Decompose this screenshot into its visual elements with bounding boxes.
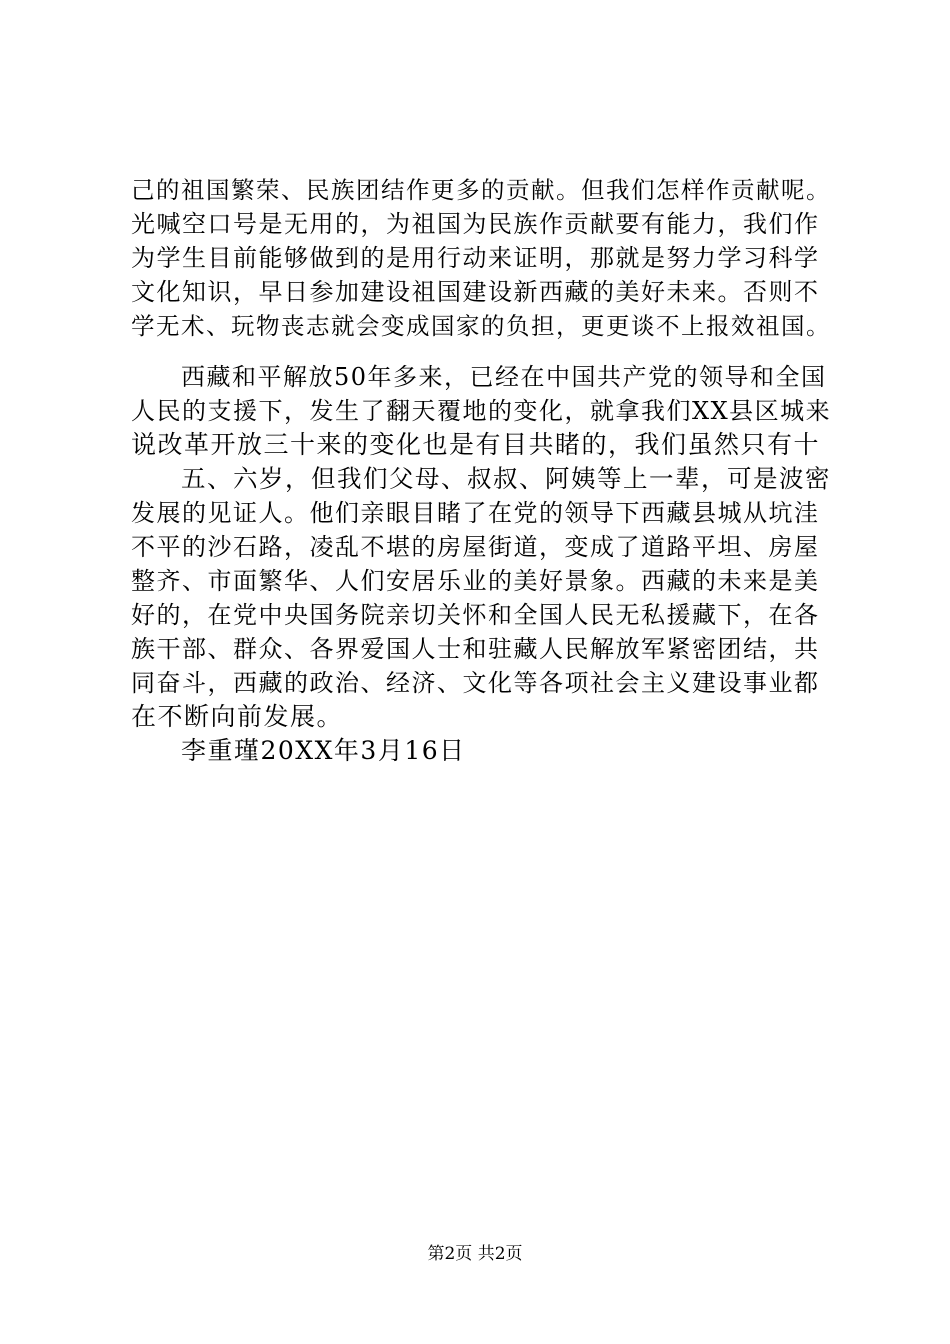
paragraph-1-line: 光喊空口号是无用的，为祖国为民族作贡献要有能力，我们作 <box>131 210 820 238</box>
signature-date: 李重瑾20XX年3月16日 <box>181 736 466 765</box>
paragraph-2-line: 说改革开放三十来的变化也是有目共睹的，我们虽然只有十 <box>131 430 821 459</box>
paragraph-3-line: 族干部、群众、各界爱国人士和驻藏人民解放军紧密团结，共 <box>131 635 820 663</box>
paragraph-3-line: 在不断向前发展。 <box>131 702 344 731</box>
paragraph-3-line: 整齐、市面繁华、人们安居乐业的美好景象。西藏的未来是美 <box>131 567 820 595</box>
paragraph-3-line: 同奋斗，西藏的政治、经济、文化等各项社会主义建设事业都 <box>131 669 820 697</box>
paragraph-2-line: 人民的支援下，发生了翻天覆地的变化，就拿我们XX县区城来 <box>131 397 832 425</box>
paragraph-3-line: 五、六岁，但我们父母、叔叔、阿姨等上一辈，可是波密 <box>181 464 831 493</box>
paragraph-1-line: 学无术、玩物丧志就会变成国家的负担，更更谈不上报效祖国。 <box>131 312 831 340</box>
paragraph-3-line: 发展的见证人。他们亲眼目睹了在党的领导下西藏县城从坑洼 <box>131 499 820 527</box>
page-number-footer: 第2页 共2页 <box>427 1244 523 1264</box>
paragraph-3-line: 不平的沙石路，凌乱不堪的房屋街道，变成了道路平坦、房屋 <box>131 533 820 561</box>
paragraph-1-line: 己的祖国繁荣、民族团结作更多的贡献。但我们怎样作贡献呢。 <box>131 176 831 204</box>
paragraph-2-line: 西藏和平解放50年多来，已经在中国共产党的领导和全国 <box>181 363 827 391</box>
paragraph-1-line: 为学生目前能够做到的是用行动来证明，那就是努力学习科学 <box>131 244 820 272</box>
paragraph-1-line: 文化知识，早日参加建设祖国建设新西藏的美好未来。否则不 <box>131 278 820 306</box>
paragraph-3-line: 好的，在党中央国务院亲切关怀和全国人民无私援藏下，在各 <box>131 601 820 629</box>
